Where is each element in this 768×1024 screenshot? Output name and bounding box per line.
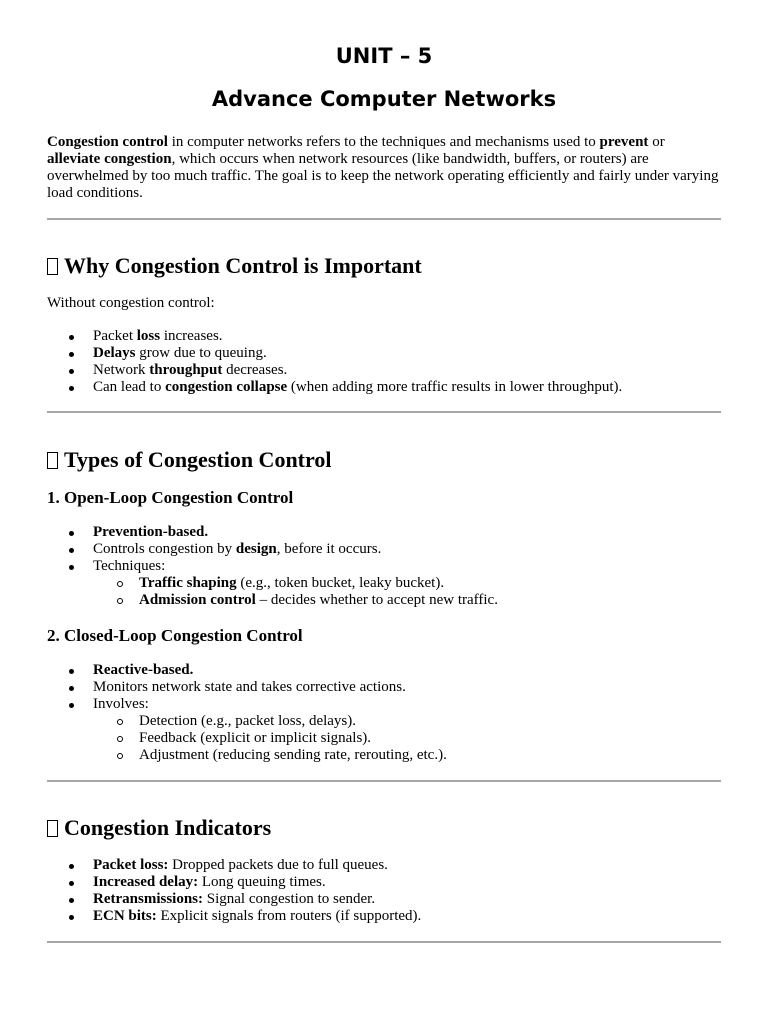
- item-bold: Retransmissions:: [93, 891, 204, 907]
- missing-glyph-icon: [47, 452, 58, 469]
- list-item: [47, 874, 421, 891]
- section-heading-text: Congestion Indicators: [64, 815, 272, 840]
- item-bold: Prevention-based.: [93, 524, 209, 540]
- intro-paragraph: [47, 134, 721, 202]
- item-text: increases.: [160, 328, 223, 344]
- missing-glyph-icon: [47, 820, 58, 837]
- item-bold: throughput: [149, 362, 223, 378]
- sub-list-item: [47, 730, 447, 747]
- list-item: [47, 362, 622, 379]
- sub-list-item: [47, 747, 447, 764]
- item-text: decreases.: [222, 362, 288, 378]
- indicators-list: [47, 857, 421, 925]
- item-text: Long queuing times.: [198, 874, 326, 890]
- list-item: [47, 908, 421, 925]
- list-item: [47, 696, 447, 713]
- item-text: Can lead to: [93, 379, 166, 395]
- item-text: Monitors network state and takes corrective actions.: [93, 679, 406, 695]
- bullet-icon: [69, 669, 74, 674]
- item-text: Feedback (explicit or implicit signals).: [139, 730, 372, 746]
- horizontal-rule: [47, 411, 721, 413]
- closed-loop-list: [47, 662, 447, 764]
- bullet-icon: [69, 864, 74, 869]
- bullet-icon: [69, 531, 74, 536]
- item-bold: Reactive-based.: [93, 662, 194, 678]
- list-item: [47, 679, 447, 696]
- list-item: [47, 328, 622, 345]
- item-text: (e.g., token bucket, leaky bucket).: [236, 575, 445, 591]
- list-item: [47, 345, 622, 362]
- item-text: Controls congestion by: [93, 541, 236, 557]
- item-text: – decides whether to accept new traffic.: [255, 592, 498, 608]
- missing-glyph-icon: [47, 258, 58, 275]
- item-text: , before it occurs.: [276, 541, 382, 557]
- intro-emphasis-alleviate: alleviate congestion: [47, 151, 172, 167]
- list-item: [47, 541, 498, 558]
- section-heading-text: Types of Congestion Control: [64, 447, 332, 472]
- hollow-bullet-icon: [117, 736, 123, 742]
- section-heading-indicators: [47, 815, 271, 841]
- hollow-bullet-icon: [117, 598, 123, 604]
- intro-text: in computer networks refers to the techniques and mechanisms used to: [167, 134, 600, 150]
- intro-term: Congestion control: [47, 134, 168, 150]
- hollow-bullet-icon: [117, 753, 123, 759]
- item-bold: Delays: [93, 345, 136, 361]
- horizontal-rule: [47, 218, 721, 220]
- list-item: [47, 662, 447, 679]
- item-text: grow due to queuing.: [135, 345, 267, 361]
- horizontal-rule: [47, 780, 721, 782]
- section-heading-text: Why Congestion Control is Important: [64, 253, 422, 278]
- list-item: [47, 558, 498, 575]
- horizontal-rule: [47, 941, 721, 943]
- list-item: [47, 857, 421, 874]
- sub-list-item: [47, 713, 447, 730]
- bullet-icon: [69, 335, 74, 340]
- list-item: [47, 891, 421, 908]
- intro-text: or: [648, 134, 665, 150]
- item-bold: Packet loss:: [93, 857, 169, 873]
- item-text: Adjustment (reducing sending rate, rerouting, etc.).: [139, 747, 447, 763]
- item-text: (when adding more traffic results in lower throughput).: [287, 379, 623, 395]
- open-loop-list: [47, 524, 498, 609]
- list-item: [47, 379, 622, 396]
- item-bold: Traffic shaping: [139, 575, 237, 591]
- why-list: [47, 328, 622, 396]
- item-bold: Admission control: [139, 592, 256, 608]
- bullet-icon: [69, 352, 74, 357]
- unit-heading: UNIT – 5: [335, 44, 433, 68]
- intro-emphasis-prevent: prevent: [599, 134, 649, 150]
- item-text: Dropped packets due to full queues.: [168, 857, 388, 873]
- bullet-icon: [69, 898, 74, 903]
- item-bold: loss: [136, 328, 161, 344]
- bullet-icon: [69, 915, 74, 920]
- list-item: [47, 524, 498, 541]
- document-title: Advance Computer Networks: [211, 87, 557, 111]
- bullet-icon: [69, 565, 74, 570]
- sub-list-item: [47, 592, 498, 609]
- item-bold: congestion collapse: [165, 379, 288, 395]
- hollow-bullet-icon: [117, 581, 123, 587]
- sub-list-item: [47, 575, 498, 592]
- bullet-icon: [69, 386, 74, 391]
- item-bold: ECN bits:: [93, 908, 157, 924]
- closed-loop-heading: 2. Closed-Loop Congestion Control: [47, 626, 303, 645]
- bullet-icon: [69, 686, 74, 691]
- why-lead: Without congestion control:: [47, 295, 215, 311]
- intro-text: , which occurs when network resources (like bandwidth, buffers, or routers) are overwhelmed by too much traffic. The goal is to keep the network operating efficiently and fairly under varying load conditions.: [47, 151, 719, 201]
- item-text: Network: [93, 362, 150, 378]
- section-heading-why: [47, 253, 422, 279]
- item-bold: design: [235, 541, 277, 557]
- bullet-icon: [69, 881, 74, 886]
- bullet-icon: [69, 703, 74, 708]
- item-text: Packet: [93, 328, 137, 344]
- open-loop-heading: 1. Open-Loop Congestion Control: [47, 488, 294, 507]
- item-text: Detection (e.g., packet loss, delays).: [139, 713, 357, 729]
- bullet-icon: [69, 369, 74, 374]
- hollow-bullet-icon: [117, 719, 123, 725]
- section-heading-types: [47, 447, 331, 473]
- bullet-icon: [69, 548, 74, 553]
- item-text: Explicit signals from routers (if supported).: [156, 908, 422, 924]
- item-bold: Increased delay:: [93, 874, 199, 890]
- item-text: Techniques:: [93, 558, 166, 574]
- item-text: Signal congestion to sender.: [203, 891, 376, 907]
- item-text: Involves:: [93, 696, 149, 712]
